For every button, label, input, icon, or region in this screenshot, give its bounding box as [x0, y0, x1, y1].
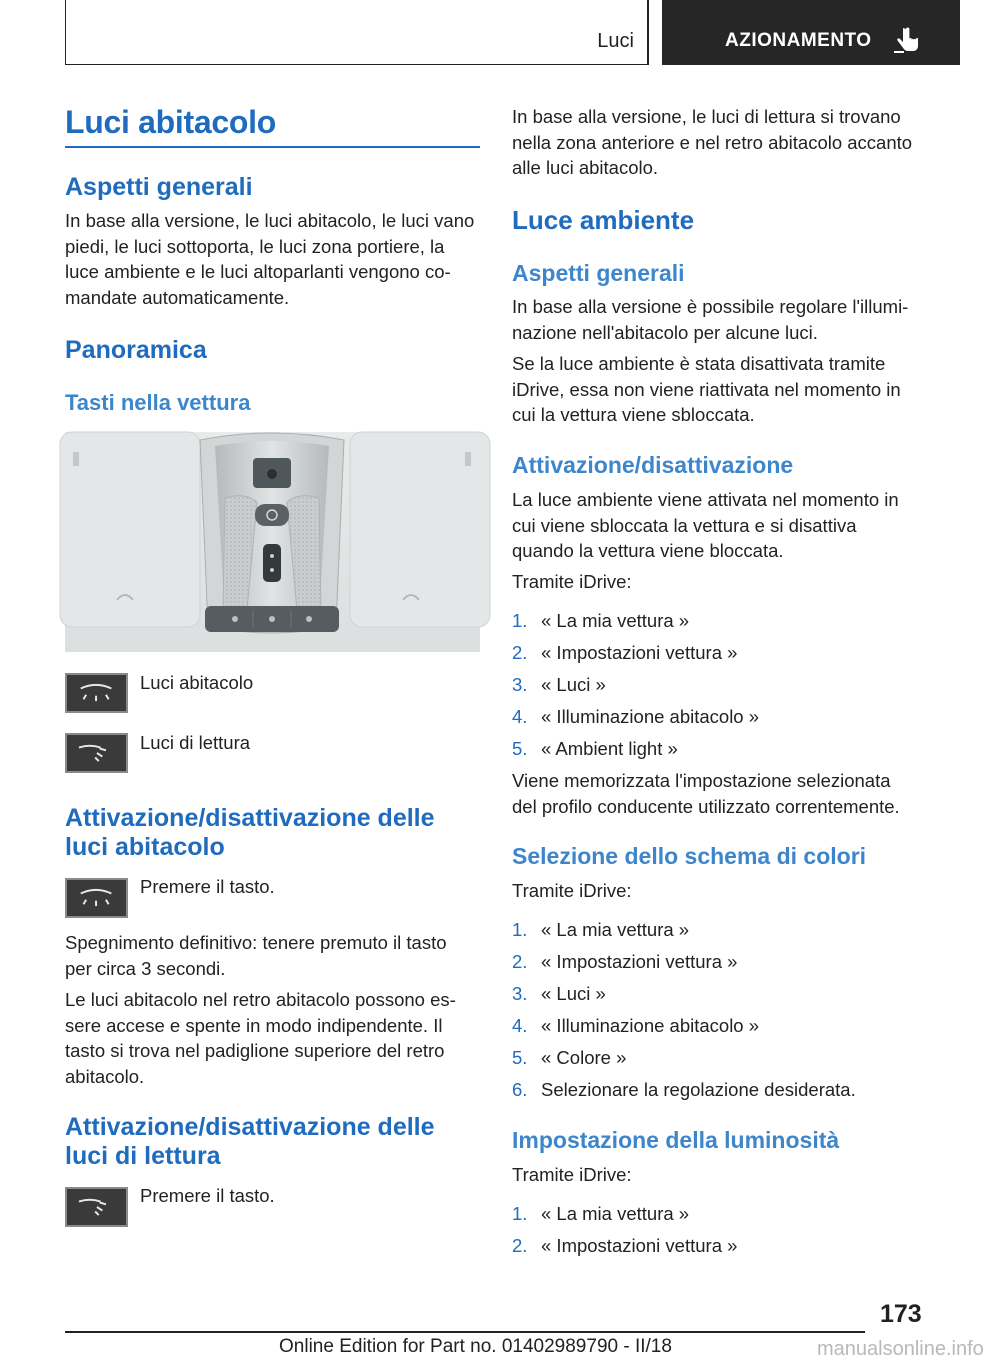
- label-premere-tasto-abitacolo: Premere il tasto.: [140, 876, 275, 897]
- paragraph-aspetti-generali: In base alla versione, le luci abitacolo, le luci vano piedi, le luci sottoporta, le luci zona portiere, la luce ambiente e le luci altoparlanti vengono co- mandate automaticamente.: [65, 210, 475, 308]
- reading-light-button-icon: [65, 1187, 128, 1227]
- heading-tasti-nella-vettura: Tasti nella vettura: [65, 390, 251, 415]
- heading-panoramica: Panoramica: [65, 336, 207, 364]
- heading-luminosita: Impostazione della luminosità: [512, 1127, 840, 1153]
- heading-attivazione-luci-abitacolo: Attivazione/disattivazione delle luci abitacolo: [65, 804, 435, 861]
- label-luci-abitacolo: Luci abitacolo: [140, 672, 254, 693]
- list-item: « Luci »: [541, 674, 606, 695]
- page-number: 173: [880, 1300, 922, 1328]
- list-item: « Luci »: [541, 983, 606, 1004]
- text-tramite-idrive: Tramite iDrive:: [512, 880, 632, 901]
- interior-light-button-icon: [65, 673, 128, 713]
- heading-aspetti-generali: Aspetti generali: [65, 173, 253, 201]
- list-item: « Ambient light »: [541, 738, 678, 759]
- title-rule: [65, 146, 480, 148]
- reading-light-button-icon: [65, 733, 128, 773]
- list-item: « La mia vettura »: [541, 610, 690, 631]
- footer-edition: Online Edition for Part no. 01402989790 - II/18: [279, 1336, 672, 1357]
- list-item: « Impostazioni vettura »: [541, 642, 738, 663]
- header-section: Luci: [597, 30, 634, 52]
- paragraph-luci-lettura-intro: In base alla versione, le luci di lettura si trovano nella zona anteriore e nel retro abitacolo accanto alle luci abitacolo.: [512, 106, 913, 178]
- list-item: « Illuminazione abitacolo »: [541, 706, 760, 727]
- footer-rule: [65, 1331, 865, 1333]
- roof-console-photo: [65, 432, 480, 652]
- paragraph-retro-abitacolo: Le luci abitacolo nel retro abitacolo possono es- sere accese e spente in modo indipendente. Il tasto si trova nel padiglione superiore del retro abitacolo.: [65, 989, 456, 1087]
- list-item: « Impostazioni vettura »: [541, 951, 738, 972]
- label-luci-di-lettura: Luci di lettura: [140, 732, 251, 753]
- paragraph-attivata-sbloccata: La luce ambiente viene attivata nel momento in cui viene sbloccata la vettura e si disattiva quando la vettura viene bloccata.: [512, 489, 899, 561]
- paragraph-disattivata: Se la luce ambiente è stata disattivata tramite iDrive, essa non viene riattivata nel momento in cui la vettura viene sbloccata.: [512, 353, 901, 425]
- paragraph-spegnimento: Spegnimento definitivo: tenere premuto il tasto per circa 3 secondi.: [65, 932, 447, 979]
- list-item: « Impostazioni vettura »: [541, 1235, 738, 1256]
- header-frame: [65, 0, 649, 65]
- interior-light-button-icon: [65, 878, 128, 918]
- heading-attivazione-disattivazione: Attivazione/disattivazione: [512, 452, 794, 478]
- paragraph-regolare-illuminazione: In base alla versione è possibile regolare l'illumi- nazione nell'abitacolo per alcune luci.: [512, 296, 909, 343]
- heading-luce-ambiente: Luce ambiente: [512, 205, 695, 235]
- heading-attivazione-luci-lettura: Attivazione/disattivazione delle luci di lettura: [65, 1113, 435, 1170]
- heading-schema-colori: Selezione dello schema di colori: [512, 843, 867, 869]
- label-premere-tasto-lettura: Premere il tasto.: [140, 1185, 275, 1206]
- list-item: « La mia vettura »: [541, 919, 690, 940]
- header-chapter: AZIONAMENTO: [725, 30, 872, 51]
- text-tramite-idrive: Tramite iDrive:: [512, 1164, 632, 1185]
- title-luci-abitacolo: Luci abitacolo: [65, 104, 276, 140]
- paragraph-memorizzata: Viene memorizzata l'impostazione selezionata del profilo conducente utilizzato correntemente.: [512, 770, 900, 817]
- text-tramite-idrive: Tramite iDrive:: [512, 571, 632, 592]
- list-item: « Illuminazione abitacolo »: [541, 1015, 760, 1036]
- hand-pointer-icon: [892, 25, 922, 55]
- watermark-logo: manualsonline.info: [817, 1338, 984, 1360]
- heading-aspetti-generali-ambiente: Aspetti generali: [512, 260, 685, 286]
- list-item: « Colore »: [541, 1047, 627, 1068]
- header-divider: [647, 0, 649, 65]
- list-item: Selezionare la regolazione desiderata.: [541, 1079, 856, 1100]
- list-item: « La mia vettura »: [541, 1203, 690, 1224]
